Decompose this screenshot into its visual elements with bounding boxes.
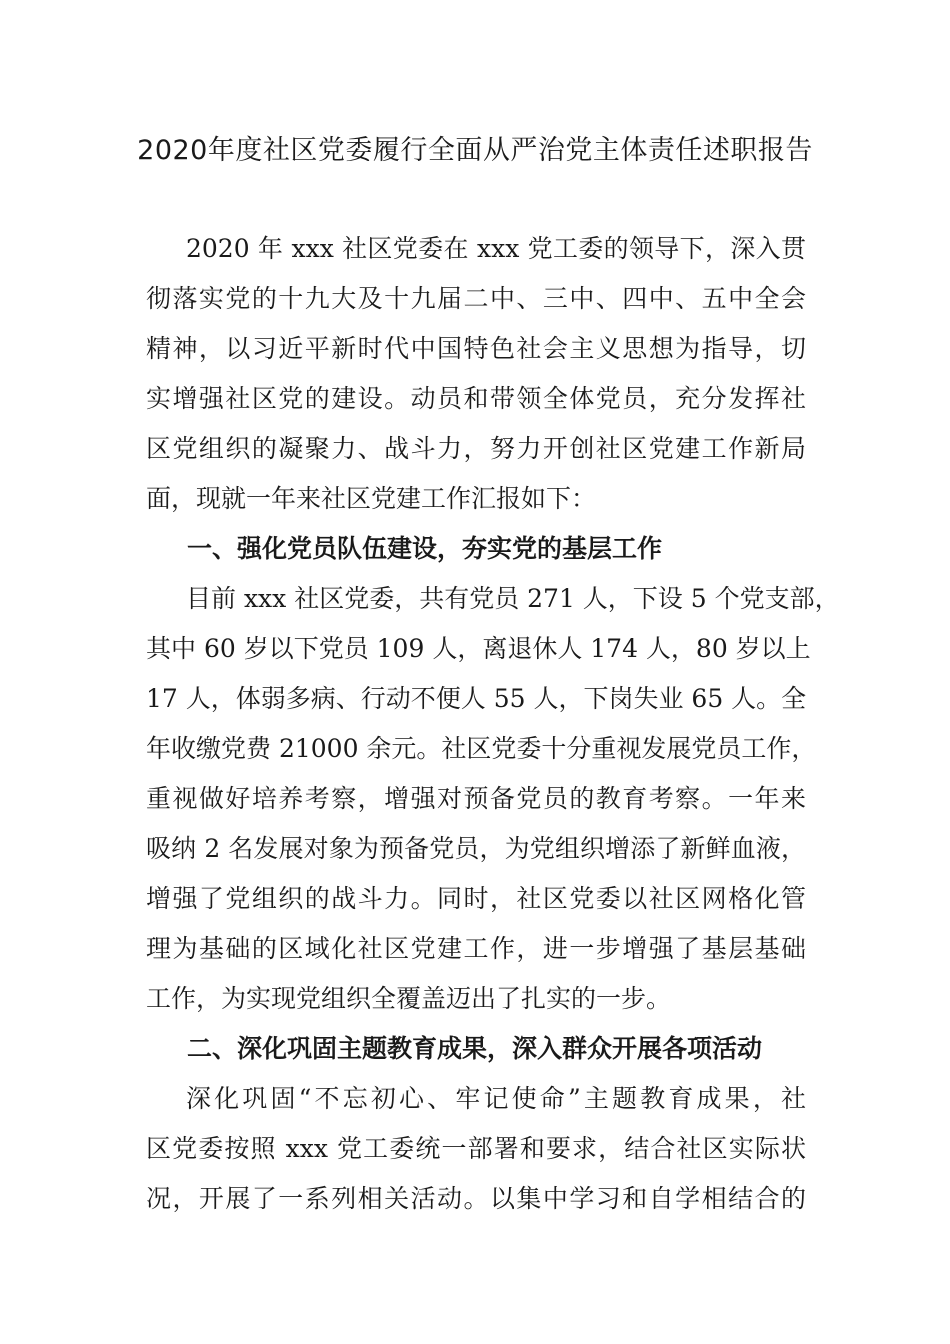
body-line: 重视做好培养考察，增强对预备党员的教育考察。一年来 <box>146 784 806 813</box>
intro-line: 精神，以习近平新时代中国特色社会主义思想为指导，切 <box>146 334 806 363</box>
body-line: 深化巩固“不忘初心、牢记使命”主题教育成果，社 <box>186 1084 806 1113</box>
body-line: 吸纳 2 名发展对象为预备党员，为党组织增添了新鲜血液， <box>146 834 806 863</box>
body-line: 增强了党组织的战斗力。同时，社区党委以社区网格化管 <box>146 884 806 913</box>
intro-line: 2020 年 xxx 社区党委在 xxx 党工委的领导下，深入贯 <box>186 234 806 263</box>
body-line: 工作，为实现党组织全覆盖迈出了扎实的一步。 <box>146 984 672 1013</box>
section-heading: 二、深化巩固主题教育成果，深入群众开展各项活动 <box>187 1034 763 1063</box>
body-line: 理为基础的区域化社区党建工作，进一步增强了基层基础 <box>146 934 806 963</box>
section-heading: 一、强化党员队伍建设，夯实党的基层工作 <box>187 534 663 563</box>
intro-line: 区党组织的凝聚力、战斗力，努力开创社区党建工作新局 <box>146 434 806 463</box>
body-line: 目前 xxx 社区党委，共有党员 271 人，下设 5 个党支部， <box>186 584 840 613</box>
body-line: 其中 60 岁以下党员 109 人，离退休人 174 人，80 岁以上 <box>146 634 811 663</box>
intro-line: 实增强社区党的建设。动员和带领全体党员，充分发挥社 <box>146 384 806 413</box>
body-line: 区党委按照 xxx 党工委统一部署和要求，结合社区实际状 <box>146 1134 806 1163</box>
body-line: 17 人，体弱多病、行动不便人 55 人，下岗失业 65 人。全 <box>146 684 807 713</box>
body-line: 年收缴党费 21000 余元。社区党委十分重视发展党员工作， <box>146 734 817 763</box>
intro-line: 彻落实党的十九大及十九届二中、三中、四中、五中全会 <box>146 284 806 313</box>
document-title: 2020年度社区党委履行全面从严治党主体责任述职报告 <box>137 135 813 166</box>
intro-line: 面，现就一年来社区党建工作汇报如下： <box>146 484 597 513</box>
body-line: 况，开展了一系列相关活动。以集中学习和自学相结合的 <box>146 1184 806 1213</box>
